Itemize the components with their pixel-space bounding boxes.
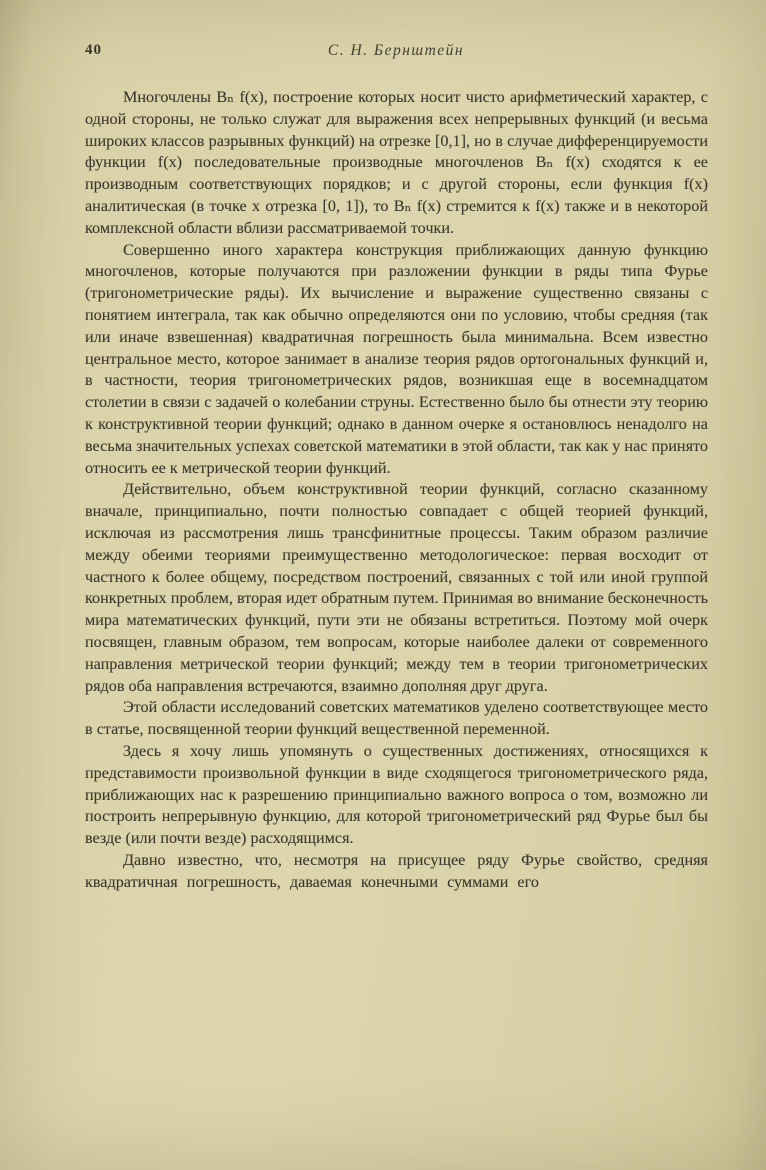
paragraph: Совершенно иного характера конструкция приближающих данную функцию многочленов, которые получаются при разложении функции в ряды типа Фурье (тригонометрические ряды). Их вычисление и выражение существенно связаны с понятием интеграла, так как обычно определяются они по условию, чтобы средняя (так или иначе взвешенная) квадратичная погрешность была минимальна. Всем известно центральное место, которое занимает в анализе теория рядов ортогональных функций и, в частности, теория тригонометрических рядов, возникшая еще в восемнадцатом столетии в связи с задачей о колебании струны. Естественно было бы отнести эту теорию к конструктивной теории функций; однако в данном очерке я остановлюсь ненадолго на весьма значительных успехах советской математики в этой области, так как у нас принято относить ее к метрической теории функций. xyxy=(85,240,708,477)
running-title: С. Н. Бернштейн xyxy=(327,42,465,59)
running-header xyxy=(85,42,707,64)
page-number: 40 xyxy=(85,42,102,58)
body-text xyxy=(85,87,708,893)
paragraph: Многочлены Bₙ f(x), построение которых носит чисто арифметический характер, с одной стороны, не только служат для выражения всех непрерывных функций (и весьма широких классов разрывных функций) на отрезке [0,1], но в случае дифференцируемости функции f(x) последовательные производные многочленов Bₙ f(x) сходятся к ее производным соответствующих порядков; и с другой стороны, если функция f(x) аналитическая (в точке x отрезка [0, 1]), то Bₙ f(x) стремится к f(x) также и в некоторой комплексной области вблизи рассматриваемой точки. xyxy=(85,88,708,237)
paragraph: Здесь я хочу лишь упомянуть о существенных достижениях, относящихся к представимости произвольной функции в виде сходящегося тригонометрического ряда, приближающих нас к разрешению принципиально важного вопроса о том, возможно ли построить непрерывную функцию, для которой тригонометрический ряд Фурье был бы везде (или почти везде) расходящимся. xyxy=(85,741,708,848)
paragraph: Действительно, объем конструктивной теории функций, согласно сказанному вначале, принципиально, почти полностью совпадает с общей теорией функций, исключая из рассмотрения лишь трансфинитные процессы. Таким образом различие между обеими теориями преимущественно методологическое: первая восходит от частного к более общему, посредством построений, связанных с той или иной группой конкретных проблем, вторая идет обратным путем. Принимая во внимание бесконечность мира математических функций, пути эти не обязаны встретиться. Поэтому мой очерк посвящен, главным образом, тем вопросам, которые наиболее далеки от современного направления метрической теории функций; между тем в теории тригонометрических рядов оба направления встречаются, взаимно дополняя друг друга. xyxy=(85,480,709,695)
paragraph: Давно известно, что, несмотря на присущее ряду Фурье свойство, средняя квадратичная погрешность, даваемая конечными суммами его xyxy=(85,850,708,891)
paragraph: Этой области исследований советских математиков уделено соответствующее место в статье, посвященной теории функций вещественной переменной. xyxy=(85,698,708,739)
